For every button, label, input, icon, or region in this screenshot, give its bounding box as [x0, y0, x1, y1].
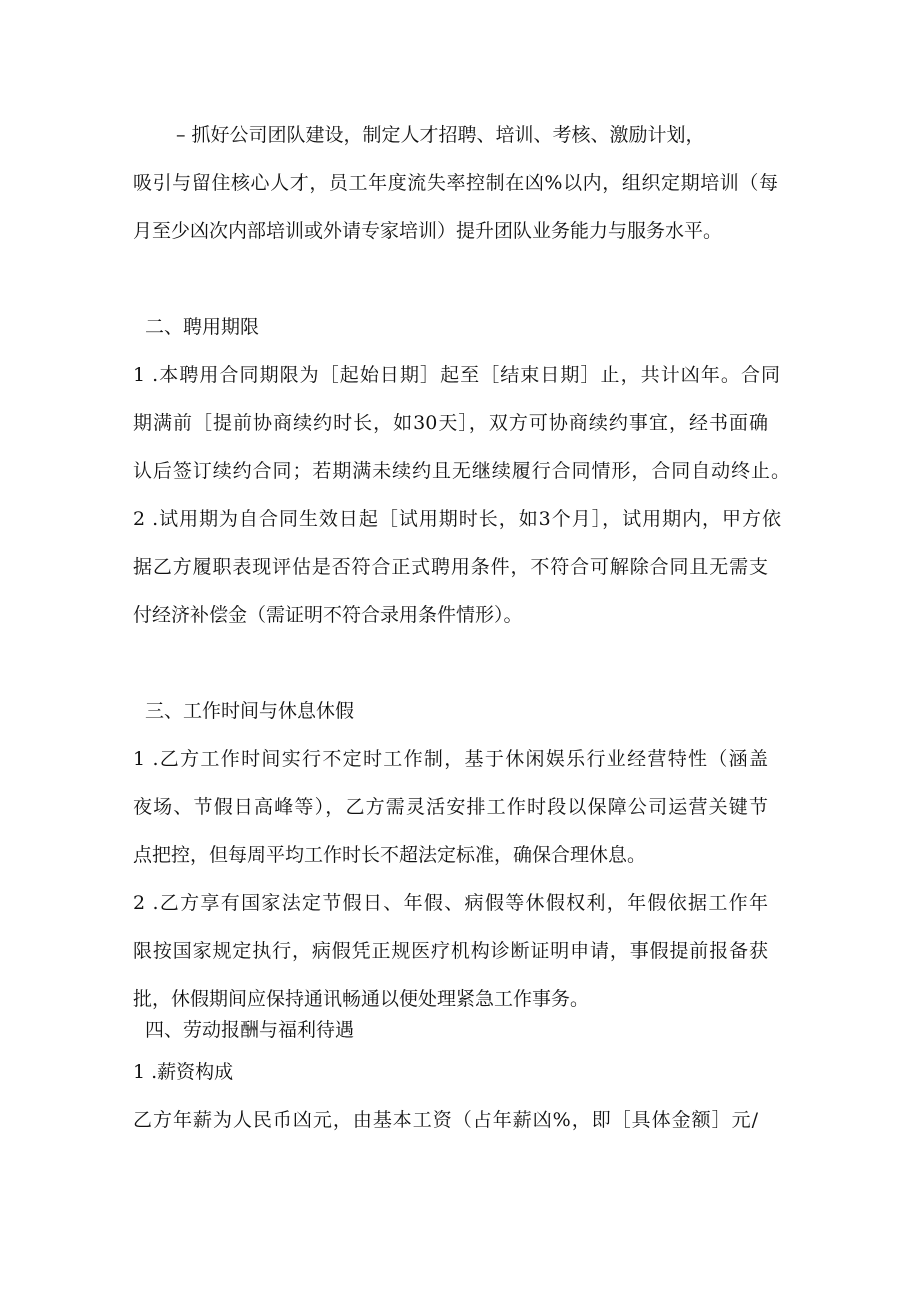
section3-item2-line2: 限按国家规定执行，病假凭正规医疗机构诊断证明申请，事假提前报备获 [133, 940, 768, 962]
section3-item1-line3: 点把控，但每周平均工作时长不超法定标准，确保合理休息。 [133, 844, 647, 866]
intro-line-1: – 抓好公司团队建设，制定人才招聘、培训、考核、激励计划， [176, 124, 705, 146]
section2-item2-line1: 2 .试用期为自合同生效日起［试用期时长，如3个月］，试用期内，甲方依 [133, 508, 781, 530]
section3-item1-line2: 夜场、节假日高峰等），乙方需灵活安排工作时段以保障公司运营关键节 [133, 796, 768, 818]
section-heading-2: 二、聘用期限 [145, 316, 260, 338]
section-heading-3: 三、工作时间与休息休假 [145, 700, 355, 722]
intro-line-2: 吸引与留住核心人才，员工年度流失率控制在凶%以内，组织定期培训（每 [133, 172, 778, 194]
section-heading-4: 四、劳动报酬与福利待遇 [145, 1019, 355, 1041]
section3-item2-line3: 批，休假期间应保持通讯畅通以便处理紧急工作事务。 [133, 988, 590, 1010]
intro-line-3: 月至少凶次内部培训或外请专家培训）提升团队业务能力与服务水平。 [133, 220, 723, 242]
section2-item2-line3: 付经济补偿金（需证明不符合录用条件情形）。 [133, 604, 523, 626]
section2-item2-line2: 据乙方履职表现评估是否符合正式聘用条件，不符合可解除合同且无需支 [133, 556, 768, 578]
section2-item1-line3: 认后签订续约合同；若期满未续约且无继续履行合同情形，合同自动终止。 [133, 460, 790, 482]
section3-item1-line1: 1 .乙方工作时间实行不定时工作制，基于休闲娱乐行业经营特性（涵盖 [133, 748, 768, 770]
section2-item1-line1: 1 .本聘用合同期限为［起始日期］起至［结束日期］止，共计凶年。合同 [133, 364, 780, 386]
section4-item1-line1: 乙方年薪为人民币凶元，由基本工资（占年薪凶%，即［具体金额］元/ [133, 1109, 758, 1131]
section3-item2-line1: 2 .乙方享有国家法定节假日、年假、病假等休假权利，年假依据工作年 [133, 892, 768, 914]
section2-item1-line2: 期满前［提前协商续约时长，如30天］，双方可协商续约事宜，经书面确 [133, 412, 768, 434]
section4-item1-title: 1 .薪资构成 [133, 1061, 234, 1083]
